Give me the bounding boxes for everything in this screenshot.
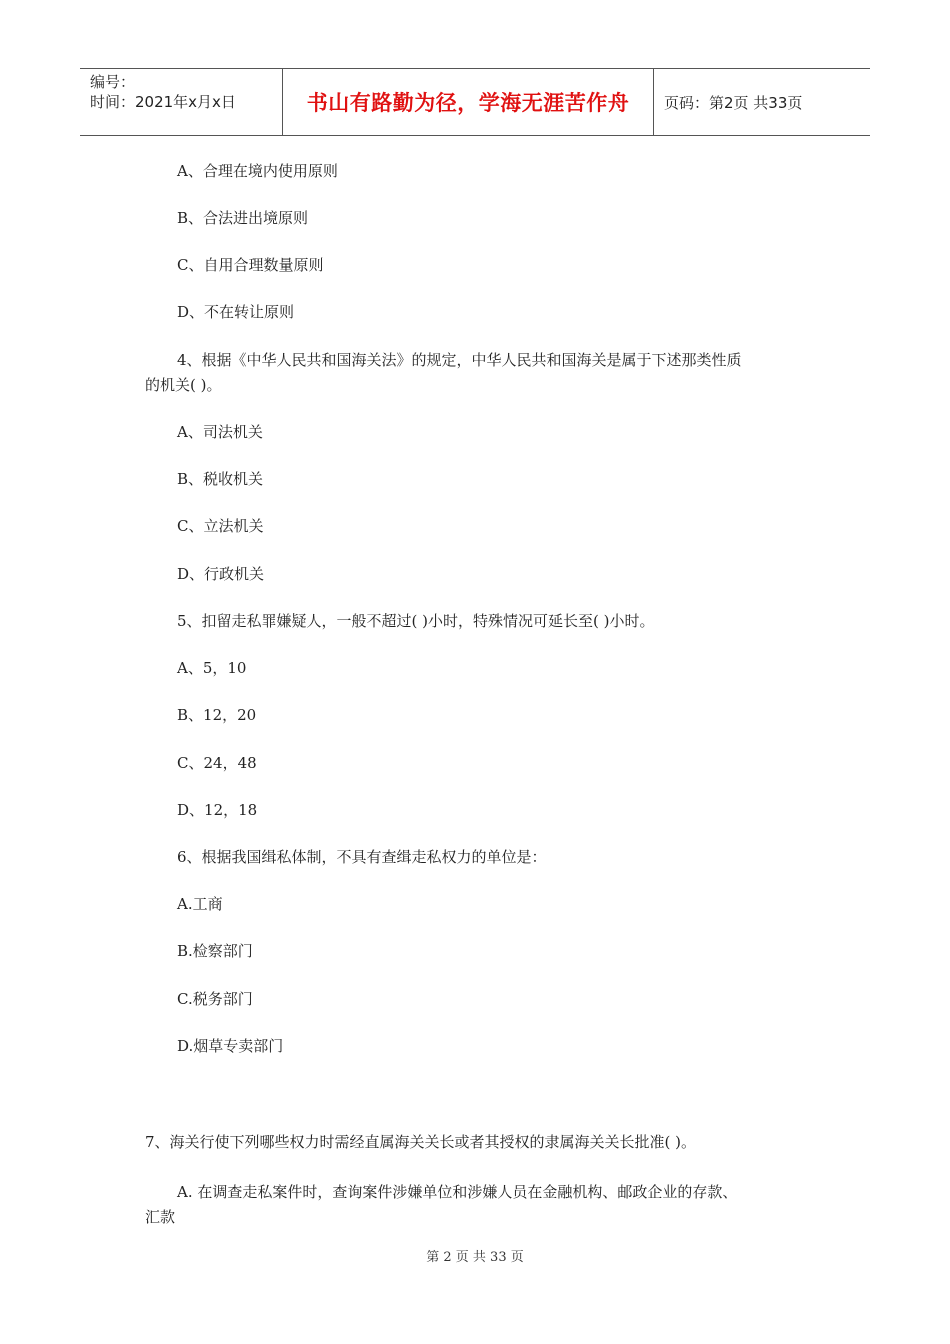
q4-option-b: B、税收机关 xyxy=(177,470,264,488)
q7-question: 7、海关行使下列哪些权力时需经直属海关关长或者其授权的隶属海关关长批准( )。 xyxy=(145,1133,697,1151)
q4-option-d: D、行政机关 xyxy=(177,565,265,583)
header-number-label: 编号： xyxy=(90,73,136,91)
q3-option-a: A、合理在境内使用原则 xyxy=(177,162,338,180)
q5-option-a: A、5，10 xyxy=(177,659,247,677)
header-page-label: 页码：第2页 共33页 xyxy=(664,93,803,112)
header-motto: 书山有路勤为径，学海无涯苦作舟 xyxy=(306,91,630,115)
q5-option-b: B、12，20 xyxy=(177,706,257,724)
q3-option-c: C、自用合理数量原则 xyxy=(177,256,324,274)
q5-option-d: D、12，18 xyxy=(177,801,258,819)
q6-option-d: D.烟草专卖部门 xyxy=(177,1037,284,1055)
q6-option-c: C.税务部门 xyxy=(177,990,253,1008)
q3-option-d: D、不在转让原则 xyxy=(177,303,295,321)
q4-question-line1: 4、根据《中华人民共和国海关法》的规定，中华人民共和国海关是属于下述那类性质 xyxy=(177,351,742,369)
q5-option-c: C、24，48 xyxy=(177,754,257,772)
q6-option-a: A.工商 xyxy=(177,895,223,913)
q6-question: 6、根据我国缉私体制，不具有查缉走私权力的单位是： xyxy=(177,848,547,866)
q6-option-b: B.检察部门 xyxy=(177,942,253,960)
q4-question-line2: 的机关( )。 xyxy=(145,376,222,394)
header-date-label: 时间：2021年x月x日 xyxy=(90,93,236,111)
page-footer xyxy=(0,1246,950,1265)
footer-page-number: 第 2 页 共 33 页 xyxy=(426,1250,524,1265)
q4-option-c: C、立法机关 xyxy=(177,517,264,535)
q3-option-b: B、合法进出境原则 xyxy=(177,209,309,227)
q7-option-a-line2: 汇款 xyxy=(145,1208,176,1226)
q5-question: 5、扣留走私罪嫌疑人，一般不超过( )小时，特殊情况可延长至( )小时。 xyxy=(177,612,655,630)
q4-option-a: A、司法机关 xyxy=(177,423,263,441)
q7-option-a-line1: A. 在调查走私案件时，查询案件涉嫌单位和涉嫌人员在金融机构、邮政企业的存款、 xyxy=(177,1183,738,1201)
